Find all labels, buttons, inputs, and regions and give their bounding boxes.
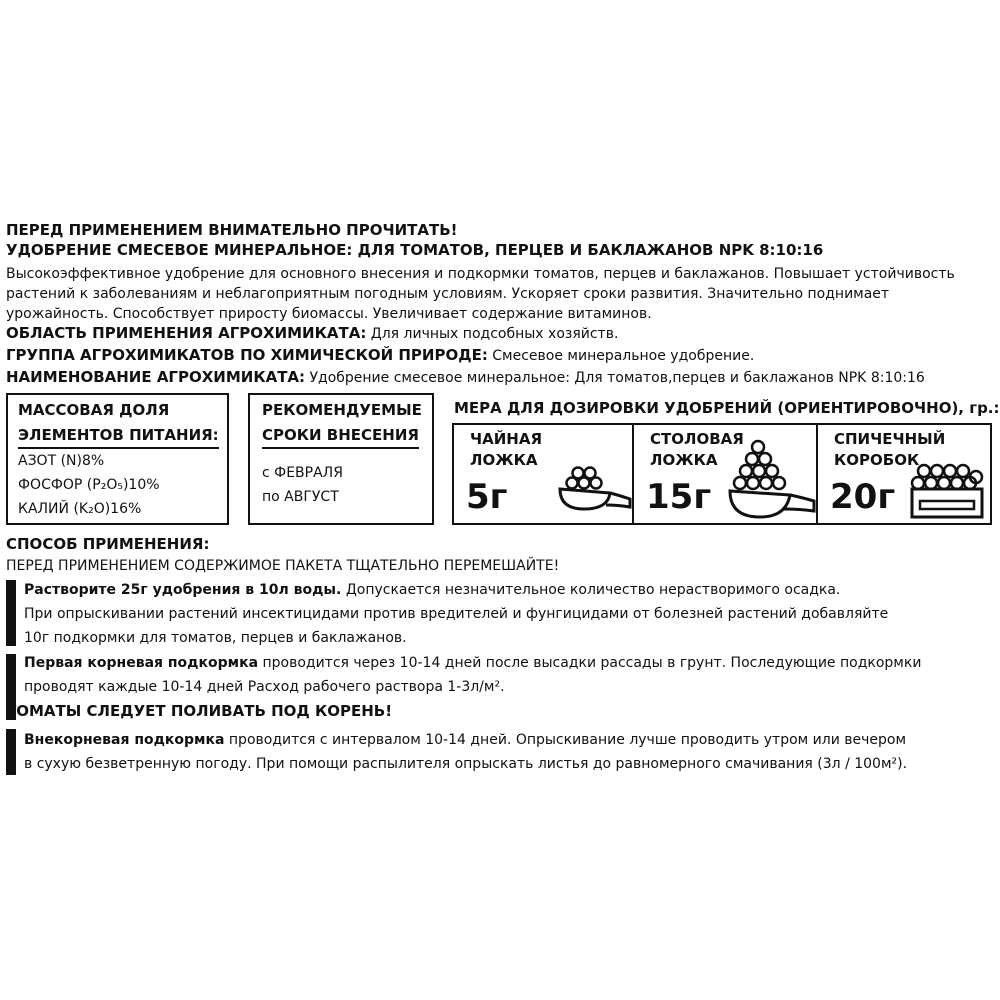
field-application-area	[6, 323, 618, 344]
section-first-line	[24, 651, 974, 675]
section-lead: Растворите 25г удобрения в 10л воды.	[24, 582, 342, 598]
timing-from: с ФЕВРАЛЯ	[262, 465, 343, 481]
section-first-line	[24, 728, 974, 752]
usage-title: СПОСОБ ПРИМЕНЕНИЯ:	[6, 535, 210, 553]
nutrients-box	[6, 393, 229, 525]
nutrients-list	[18, 449, 160, 521]
timing-title-line: СРОКИ ВНЕСЕНИЯ	[262, 423, 419, 449]
description-line: урожайность. Способствует приросту биомассы. Увеличивает содержание витаминов.	[6, 306, 652, 322]
field-label: ОБЛАСТЬ ПРИМЕНЕНИЯ АГРОХИМИКАТА:	[6, 324, 367, 342]
usage-section-foliar-feeding	[24, 728, 974, 776]
section-lead-rest: проводится с интервалом 10-14 дней. Опрыскивание лучше проводить утром или вечером	[224, 732, 907, 748]
dosage-value: 15г	[646, 477, 712, 517]
dosage-teaspoon	[454, 425, 634, 523]
product-description	[6, 264, 991, 324]
dosage-label-line: ЛОЖКА	[650, 451, 718, 469]
field-value: Для личных подсобных хозяйств.	[366, 326, 619, 342]
section-line: проводят каждые 10-14 дней Расход рабочего раствора 1-3л/м².	[24, 679, 505, 695]
nutrient-item-nitrogen: АЗОТ (N)8%	[18, 453, 105, 469]
section-lead: Первая корневая подкормка	[24, 655, 259, 671]
timing-title	[262, 397, 422, 449]
dosage-value: 5г	[466, 477, 508, 517]
section-line: 10г подкормки для томатов, перцев и баклажанов.	[24, 630, 407, 646]
dosage-label-line: ЧАЙНАЯ	[470, 430, 542, 448]
tablespoon-icon	[726, 433, 816, 521]
field-label: ГРУППА АГРОХИМИКАТОВ ПО ХИМИЧЕСКОЙ ПРИРОДЕ:	[6, 346, 488, 364]
dosage-label-line: СПИЧЕЧНЫЙ	[834, 430, 946, 448]
field-product-name	[6, 367, 925, 388]
section-lead: Внекорневая подкормка	[24, 732, 225, 748]
field-label: НАИМЕНОВАНИЕ АГРОХИМИКАТА:	[6, 368, 306, 386]
matchbox-icon	[906, 459, 988, 521]
nutrient-item-phosphorus: ФОСФОР (P₂O₅)10%	[18, 477, 160, 493]
dosage-tablespoon	[634, 425, 818, 523]
timing-period	[262, 461, 343, 509]
description-line: растений к заболеваниям и неблагоприятным погодным условиям. Ускоряет сроки развития. Значительно поднимает	[6, 286, 890, 302]
section-lead-rest: Допускается незначительное количество нерастворимого осадка.	[341, 582, 841, 598]
nutrients-title	[18, 397, 219, 449]
nutrients-title-line: ЭЛЕМЕНТОВ ПИТАНИЯ:	[18, 423, 219, 449]
dosage-value: 20г	[830, 477, 896, 517]
nutrient-item-potassium: КАЛИЙ (K₂O)16%	[18, 501, 142, 517]
dosage-label	[470, 429, 542, 471]
section-marker-bar	[6, 729, 16, 775]
warning-heading: ПЕРЕД ПРИМЕНЕНИЕМ ВНИМАТЕЛЬНО ПРОЧИТАТЬ!	[6, 221, 458, 239]
usage-section-root-feeding	[6, 651, 974, 723]
dosage-label-line: ЛОЖКА	[470, 451, 538, 469]
product-title: УДОБРЕНИЕ СМЕСЕВОЕ МИНЕРАЛЬНОЕ: ДЛЯ ТОМАТОВ, ПЕРЦЕВ И БАКЛАЖАНОВ NPK 8:10:16	[6, 241, 824, 259]
field-value: Удобрение смесевое минеральное: Для томатов,перцев и баклажанов NPK 8:10:16	[305, 370, 925, 386]
section-marker-bar	[6, 580, 16, 646]
dosage-title: МЕРА ДЛЯ ДОЗИРОВКИ УДОБРЕНИЙ (ОРИЕНТИРОВОЧНО), гр.:	[454, 399, 1000, 417]
teaspoon-icon	[554, 461, 632, 519]
dosage-label-line: КОРОБОК	[834, 451, 920, 469]
nutrients-title-line: МАССОВАЯ ДОЛЯ	[18, 401, 170, 419]
usage-subtitle: ПЕРЕД ПРИМЕНЕНИЕМ СОДЕРЖИМОЕ ПАКЕТА ТЩАТЕЛЬНО ПЕРЕМЕШАЙТЕ!	[6, 558, 560, 574]
field-chemical-group	[6, 345, 754, 366]
section-line: в сухую безветренную погоду. При помощи распылителя опрыскать листья до равномерного смачивания (3л / 100м²).	[24, 756, 908, 772]
timing-to: по АВГУСТ	[262, 489, 339, 505]
dosage-label-line: СТОЛОВАЯ	[650, 430, 744, 448]
timing-title-line: РЕКОМЕНДУЕМЫЕ	[262, 401, 422, 419]
usage-section-dilution	[24, 578, 974, 650]
dosage-table	[452, 423, 992, 525]
field-value: Смесевое минеральное удобрение.	[487, 348, 755, 364]
description-line: Высокоэффективное удобрение для основного внесения и подкормки томатов, перцев и баклажанов. Повышает устойчивость	[6, 266, 955, 282]
dosage-matchbox	[818, 425, 990, 523]
timing-box	[248, 393, 434, 525]
section-lead-rest: проводится через 10-14 дней после высадки рассады в грунт. Последующие подкормки	[258, 655, 922, 671]
section-first-line	[24, 578, 974, 602]
section-warning: ТОМАТЫ СЛЕДУЕТ ПОЛИВАТЬ ПОД КОРЕНЬ!	[6, 702, 393, 720]
section-line: При опрыскивании растений инсектицидами против вредителей и фунгицидами от болезней растений добавляйте	[24, 606, 889, 622]
